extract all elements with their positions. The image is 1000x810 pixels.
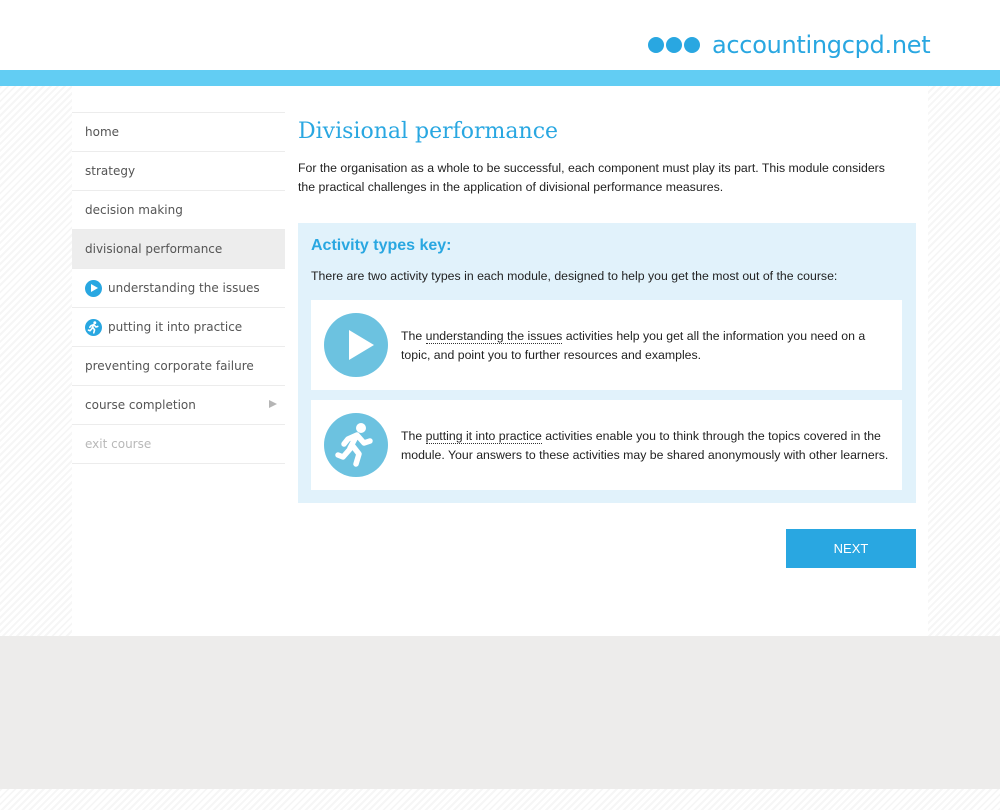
sidebar-item-understanding-the-issues[interactable] xyxy=(72,269,285,308)
sidebar-item-label: putting it into practice xyxy=(108,320,243,334)
intro-text: For the organisation as a whole to be successful, each component must play its part. This module considers the practical challenges in the application of divisional performance measures. xyxy=(298,161,885,194)
sidebar-item-label: divisional performance xyxy=(85,242,223,256)
activity-card-text: The putting it into practice activities enable you to think through the topics covered in the module. Your answers to these activities may be shared anonymously with other learners. xyxy=(401,429,889,462)
sidebar-item-exit-course xyxy=(72,425,285,464)
sidebar-item-home[interactable] xyxy=(72,113,285,152)
key-description: There are two activity types in each module, designed to help you get the most out of the course: xyxy=(311,269,838,283)
sidebar-item-label: course completion xyxy=(85,398,196,412)
sidebar-item-divisional-performance[interactable] xyxy=(72,230,285,269)
footer xyxy=(0,636,1000,789)
activity-card-practice xyxy=(311,400,902,490)
play-icon xyxy=(324,313,388,377)
runner-icon xyxy=(324,413,388,477)
logo-mark-icon xyxy=(648,37,702,53)
footer-pattern xyxy=(0,789,1000,810)
sidebar-item-label: strategy xyxy=(85,164,136,178)
keyword-understanding-the-issues: understanding the issues xyxy=(425,329,563,343)
sidebar-item-decision-making[interactable] xyxy=(72,191,285,230)
sidebar-item-course-completion[interactable] xyxy=(72,386,285,425)
play-icon xyxy=(85,280,102,297)
activity-types-key xyxy=(298,223,916,503)
content-panel xyxy=(72,86,928,636)
site-header xyxy=(0,0,1000,70)
keyword-putting-it-into-practice: putting it into practice xyxy=(425,429,542,443)
sidebar-item-label: decision making xyxy=(85,203,183,217)
key-title: Activity types key: xyxy=(311,237,452,254)
sidebar-item-label: understanding the issues xyxy=(108,281,260,295)
activity-card-text: The understanding the issues activities help you get all the information you need on a topic, and point you to further resources and examples. xyxy=(401,329,866,362)
sidebar-item-preventing-corporate-failure[interactable] xyxy=(72,347,285,386)
runner-icon xyxy=(85,319,102,336)
header-bar xyxy=(0,70,1000,86)
sidebar-item-putting-it-into-practice[interactable] xyxy=(72,308,285,347)
logo-text: accountingcpd.net xyxy=(712,31,931,59)
logo[interactable] xyxy=(648,28,930,62)
next-button[interactable]: NEXT xyxy=(786,529,916,568)
sidebar-item-label: home xyxy=(85,125,120,139)
sidebar-item-label: exit course xyxy=(85,437,152,451)
page-title: Divisional performance xyxy=(298,119,559,144)
chevron-right-icon xyxy=(269,400,277,408)
activity-card-understanding xyxy=(311,300,902,390)
sidebar-nav xyxy=(72,112,285,464)
sidebar-item-strategy[interactable] xyxy=(72,152,285,191)
sidebar-item-label: preventing corporate failure xyxy=(85,359,254,373)
